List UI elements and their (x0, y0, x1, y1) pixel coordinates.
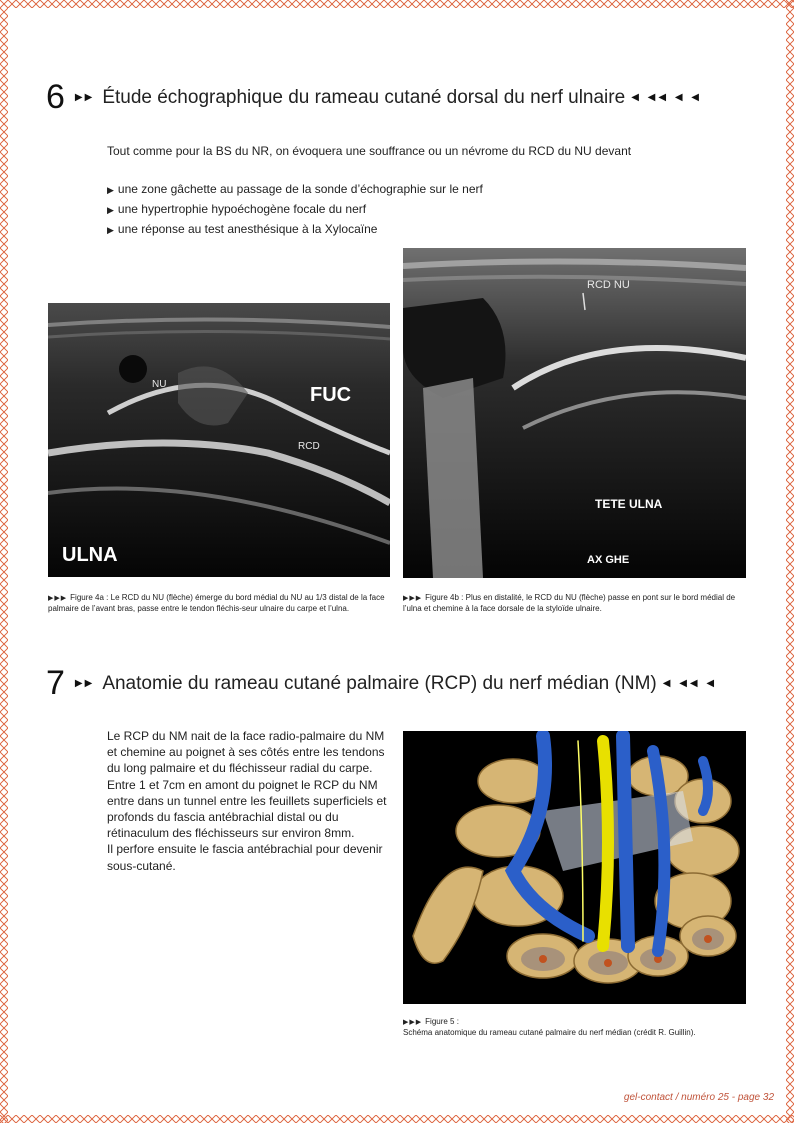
label-ax-ghe: AX GHE (587, 554, 630, 566)
figure-5-svg (403, 731, 746, 1004)
section-7-heading (46, 664, 717, 703)
page-border-left (0, 0, 8, 1123)
figure-5-caption: ▶▶▶ Figure 5 : Schéma anatomique du rameau cutané palmaire du nerf médian (crédit R. Guillin). (403, 1017, 696, 1037)
figure-5-anatomy-image (403, 731, 746, 1004)
figure-4a-ultrasound-image (48, 303, 390, 577)
page-border-right (786, 0, 794, 1123)
section-7-body (107, 728, 392, 874)
label-rcd-nu: RCD NU (587, 279, 630, 291)
paragraph: Entre 1 et 7cm en amont du poignet le RCP du NM entre dans un tunnel entre les feuillets superficiels et profonds du fascia antébrachial distal ou du rétinaculum des fléchisseurs sur environ 8mm. (107, 777, 387, 841)
figure-4b-caption: ▶▶▶ Figure 4b : Plus en distalité, le RCD du NU (flèche) passe en pont sur le bord médial de l’ulna et chemine à la face dorsale de la styloïde ulnaire. (403, 593, 736, 613)
arrow-right-icon: ▶▶▶ (403, 1019, 423, 1026)
label-tete-ulna: TETE ULNA (595, 497, 663, 511)
page-border-top (0, 0, 794, 8)
section-6-bullets (107, 180, 483, 240)
figure-4a-svg (48, 303, 390, 577)
figure-4b-ultrasound-image (403, 248, 746, 578)
section-7-title: Anatomie du rameau cutané palmaire (RCP) du nerf médian (NM) (102, 672, 657, 694)
arrow-right-icon: ▶▶ (74, 92, 95, 103)
section-7-number: 7 (46, 664, 65, 702)
section-6-heading (46, 78, 702, 117)
list-item: ▶ une hypertrophie hypoéchogène focale du nerf (107, 202, 367, 216)
list-item: ▶ une zone gâchette au passage de la sonde d’échographie sur le nerf (107, 182, 483, 196)
page-footer: gel-contact / numéro 25 - page 32 (623, 1092, 774, 1103)
arrow-left-icon: ◀ ◀◀ ◀ (662, 678, 718, 689)
section-6-number: 6 (46, 78, 65, 116)
figure-4a-caption: ▶▶▶ Figure 4a : Le RCD du NU (flèche) émerge du bord médial du NU au 1/3 distal de la face palmaire de l’avant bras, passe entre le tendon fléchis-seur ulnaire du carpe et l’ulna. (48, 593, 385, 613)
arrow-left-icon: ◀ ◀◀ ◀ ◀ (631, 92, 702, 103)
section-6-intro: Tout comme pour la BS du NR, on évoquera une souffrance ou un névrome du RCD du NU devant (107, 144, 632, 158)
section-6-title: Étude échographique du rameau cutané dorsal du nerf ulnaire (102, 86, 626, 108)
label-nu: NU (152, 379, 167, 390)
bullet-icon: ▶ (107, 225, 114, 235)
arrow-right-icon: ▶▶ (74, 678, 95, 689)
paragraph: Le RCP du NM nait de la face radio-palmaire du NM et chemine au poignet à ses côtés entre les tendons du long palmaire et du fléchisseur radial du carpe. (107, 729, 385, 776)
figure-4b-svg (403, 248, 746, 578)
label-ulna: ULNA (62, 544, 118, 566)
bullet-icon: ▶ (107, 185, 114, 195)
label-rcd: RCD (298, 441, 320, 452)
paragraph: Il perfore ensuite le fascia antébrachial pour devenir sous-cutané. (107, 842, 383, 873)
list-item: ▶ une réponse au test anesthésique à la Xylocaïne (107, 222, 378, 236)
label-fuc: FUC (310, 384, 352, 406)
bullet-icon: ▶ (107, 205, 114, 215)
arrow-right-icon: ▶▶▶ (403, 595, 423, 602)
page-border-bottom (0, 1115, 794, 1123)
arrow-right-icon: ▶▶▶ (48, 595, 68, 602)
